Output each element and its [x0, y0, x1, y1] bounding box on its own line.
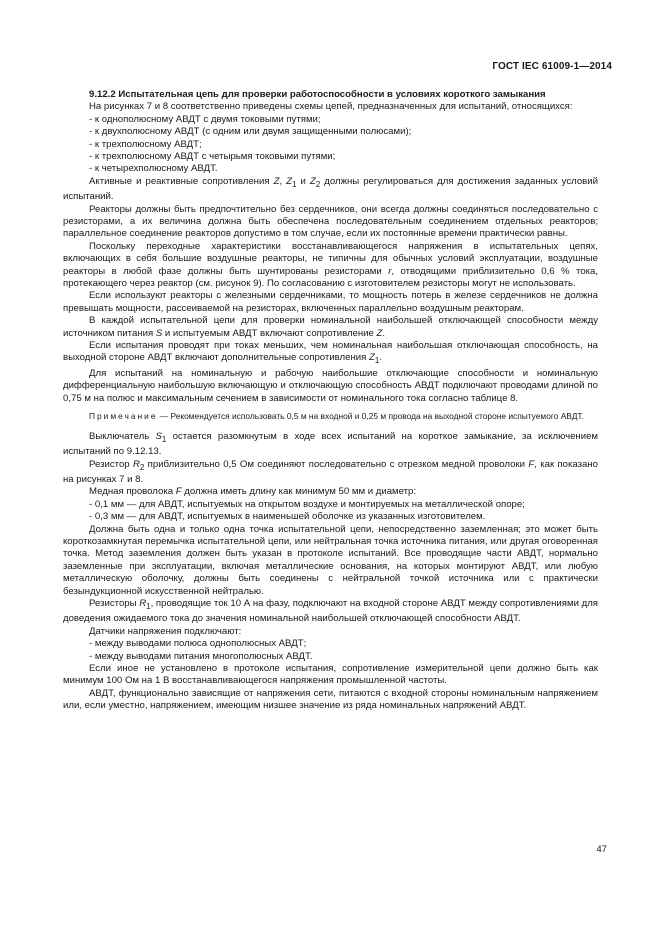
- list-item: - к четырехполюсному АВДТ.: [89, 163, 218, 175]
- list-item: - к однополюсному АВДТ с двумя токовыми путями;: [89, 113, 321, 125]
- paragraph-voltage-sensors: Датчики напряжения подключают:: [89, 625, 242, 637]
- list-item: - 0,1 мм — для АВДТ, испытуемых на открытом воздухе и монтируемых на металлической опоре;: [89, 498, 525, 510]
- paragraph-resistances: Активные и реактивные сопротивления Z, $Z_1$ и $Z_2$ должны регулироваться для достижения заданных условий испытаний.: [63, 175, 598, 203]
- list-item: - между выводами питания многополюсных АВДТ.: [89, 650, 313, 662]
- paragraph-each-circuit: В каждой испытательной цепи для проверки номинальной наибольшей отключающей способности между источником питания S и испытуемым АВДТ включают сопротивление Z.: [63, 315, 598, 339]
- paragraph-switch-s1: Выключатель $S_1$ остается разомкнутым в ходе всех испытаний на короткое замыкание, за исключением испытаний по 9.12.13.: [63, 430, 599, 458]
- list-item: - к трехполюсному АВДТ с четырьмя токовыми путями;: [89, 151, 336, 163]
- list-item: - 0,3 мм — для АВДТ, испытуемых в наименьшей оболочке из указанных изготовителем.: [89, 511, 486, 523]
- paragraph-resistors-r1: Резисторы $R_1$, проводящие ток 10 А на фазу, подключают на входной стороне АВДТ между сопротивлениями для доведения ожидаемого тока до значения номинальной наибольшей отключающей способности АВДТ.: [63, 598, 598, 625]
- note: Примечание — Рекомендуется использовать 0,5 м на входной и 0,25 м провода на выходной стороне испытуемого АВДТ.: [89, 410, 584, 421]
- paragraph-reactors: Реакторы должны быть предпочтительно без сердечников, они всегда должны соединяться последовательно с резисторами, а их величина должна быть обеспечена последовательным соединением отдельных реакторов; параллельное соединение реакторов допустимо в том случае, если их постоянные времени практически равны.: [63, 203, 598, 240]
- paragraph-resistor-r2: Резистор $R_2$ приблизительно 0,5 Ом соединяют последовательно с отрезком медной проволоки F, как показано на рисунках 7 и 8.: [63, 458, 598, 485]
- paragraph-lower-currents: Если испытания проводят при токах меньших, чем номинальная наибольшая отключающая способность, на выходной стороне АВДТ включают дополнительные сопротивления $Z_1$.: [63, 340, 598, 366]
- paragraph-iron-core: Если используют реакторы с железными сердечниками, то мощность потерь в железе сердечников не должна превышать мощности, рассеиваемой на резисторах, включенных параллельно воздушным реакторам.: [63, 290, 598, 314]
- list-item: - к двухполюсному АВДТ (с одним или двумя защищенными полюсами);: [89, 126, 412, 138]
- page-number: 47: [596, 844, 607, 855]
- paragraph-transient: Поскольку переходные характеристики восстанавливающегося напряжения в испытательных цепях, включающих в себя большие воздушные реакторы, не типичны для обычных условий эксплуатации, воздушные реакторы в любой фазе должны быть шунтированы резисторами r, отводящими приблизительно 0,6 % тока, протекающего через реактор (см. рисунок 9). По согласованию с изготовителем резисторы могут не использовать.: [63, 240, 598, 289]
- paragraph-tests: Для испытаний на номинальную и рабочую наибольшие отключающие способности и номинальную дифференциальную наибольшую включающую и отключающую способность АВДТ подключают проводами длиной по 0,75 м на полюс и максимальным сечением в зависимости от номинального тока согласно таблице 8.: [63, 367, 598, 404]
- paragraph-functional: АВДТ, функционально зависящие от напряжения сети, питаются с входной стороны номинальным напряжением или, если уместно, напряжением, имеющим низшее значение из ряда номинальных напряжений АВДТ.: [63, 687, 598, 712]
- paragraph-measurement: Если иное не установлено в протоколе испытания, сопротивление измерительной цепи должно быть как минимум 100 Ом на 1 В восстанавливающегося напряжения промышленной частоты.: [63, 663, 598, 687]
- list-item: - между выводами полюса однополюсных АВДТ;: [89, 638, 307, 650]
- document-body: [63, 89, 598, 713]
- paragraph-copper-wire: Медная проволока F должна иметь длину как минимум 50 мм и диаметр:: [89, 486, 417, 498]
- paragraph-earthing: Должна быть одна и только одна точка испытательной цепи, непосредственно заземленная; это может быть короткозамкнутая перемычка испытательной цепи, или нейтральная точка источника питания, или другая оговоренная точка. Метод заземления должен быть указан в протоколе испытаний. Все проводящие части АВДТ, нормально заземленные при эксплуатации, включая металлические основания, на которых монтируют АВДТ, или любую металлическую оболочку, должны быть соединены с нейтральной точкой источника или с практически безындукционной искусственной нейтралью.: [63, 523, 598, 597]
- paragraph-intro: На рисунках 7 и 8 соответственно приведены схемы цепей, предназначенных для испытаний, относящихся:: [89, 101, 573, 113]
- note-label: Примечание: [89, 410, 158, 421]
- section-heading: 9.12.2 Испытательная цепь для проверки работоспособности в условиях короткого замыкания: [89, 89, 546, 100]
- list-item: - к трехполюсному АВДТ;: [89, 138, 202, 150]
- document-header: ГОСТ IEC 61009-1—2014: [492, 61, 612, 72]
